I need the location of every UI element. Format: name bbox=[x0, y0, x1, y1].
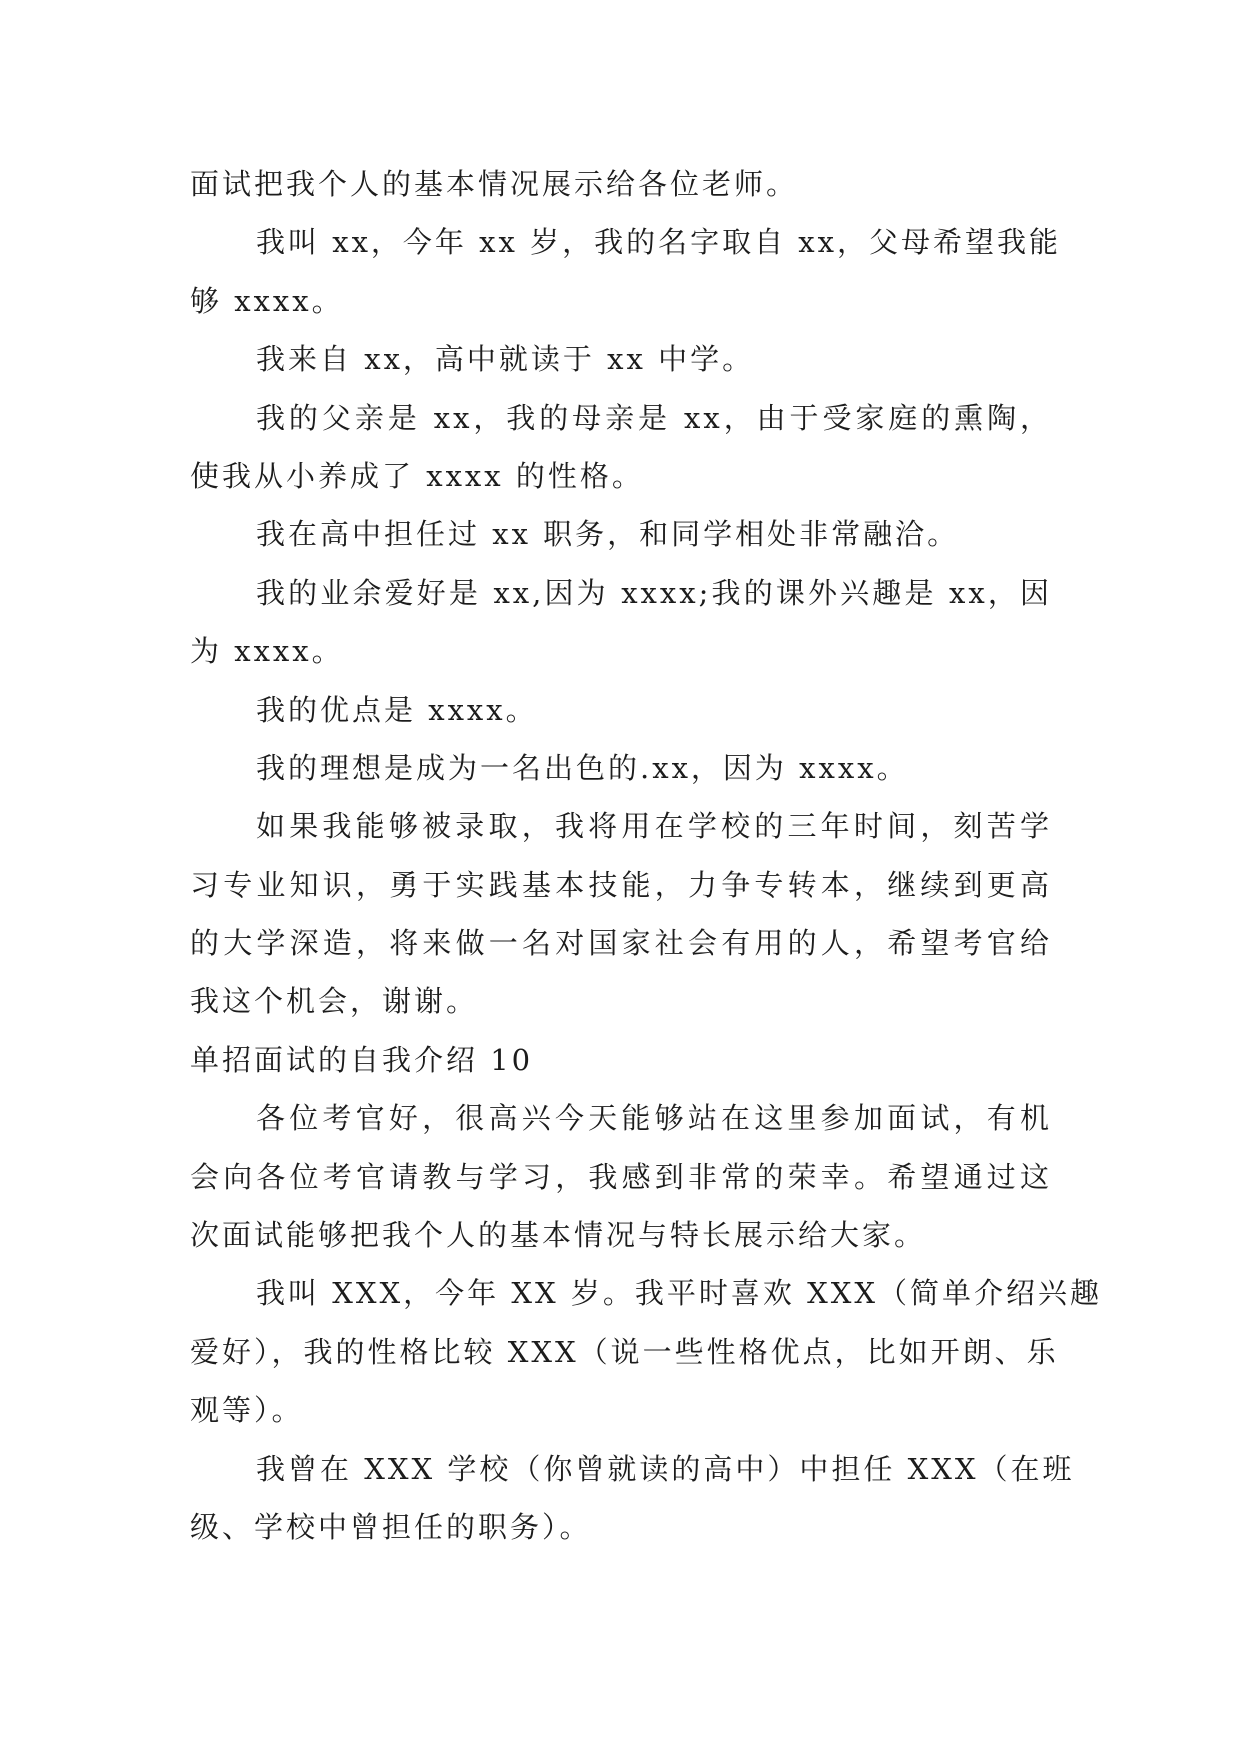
text-line: 我曾在 XXX 学校（你曾就读的高中）中担任 XXX（在班 bbox=[256, 1451, 1075, 1486]
paragraph bbox=[190, 505, 1052, 563]
text-line: 级、学校中曾担任的职务）。 bbox=[190, 1509, 592, 1544]
paragraph bbox=[190, 330, 1052, 388]
paragraph bbox=[190, 1264, 1103, 1439]
text-line: 为 xxxx。 bbox=[190, 634, 344, 669]
text-line: 会向各位考官请教与学习，我感到非常的荣幸。希望通过这 bbox=[190, 1159, 1052, 1194]
paragraph bbox=[190, 389, 1052, 506]
paragraph bbox=[190, 1440, 1075, 1557]
paragraph bbox=[190, 564, 1052, 681]
text-line: 爱好），我的性格比较 XXX（说一些性格优点，比如开朗、乐 bbox=[190, 1334, 1059, 1369]
section-heading bbox=[190, 1031, 1052, 1089]
text-line: 我来自 xx，高中就读于 xx 中学。 bbox=[256, 342, 755, 377]
text-line: 够 xxxx。 bbox=[190, 283, 344, 318]
text-line: 我的业余爱好是 xx,因为 xxxx;我的课外兴趣是 xx，因 bbox=[256, 575, 1052, 610]
paragraph bbox=[190, 155, 1052, 213]
text-line: 习专业知识，勇于实践基本技能，力争专转本，继续到更高 bbox=[190, 867, 1052, 902]
paragraph bbox=[190, 681, 1052, 739]
text-line: 的大学深造，将来做一名对国家社会有用的人，希望考官给 bbox=[190, 926, 1052, 961]
text-line: 我的优点是 xxxx。 bbox=[256, 692, 538, 727]
text-line: 我的父亲是 xx，我的母亲是 xx，由于受家庭的熏陶， bbox=[256, 400, 1052, 435]
text-line: 面试把我个人的基本情况展示给各位老师。 bbox=[190, 167, 799, 201]
text-line: 我在高中担任过 xx 职务，和同学相处非常融洽。 bbox=[256, 517, 960, 552]
text-line: 观等）。 bbox=[190, 1393, 304, 1428]
text-line: 如果我能够被录取，我将用在学校的三年时间，刻苦学 bbox=[256, 809, 1052, 844]
text-line: 次面试能够把我个人的基本情况与特长展示给大家。 bbox=[190, 1218, 927, 1253]
text-line: 我的理想是成为一名出色的.xx，因为 xxxx。 bbox=[256, 750, 909, 785]
paragraph bbox=[190, 797, 1052, 1031]
text-line: 我这个机会，谢谢。 bbox=[190, 984, 479, 1019]
text-line: 使我从小养成了 xxxx 的性格。 bbox=[190, 458, 644, 493]
text-line: 单招面试的自我介绍 10 bbox=[190, 1042, 534, 1077]
paragraph bbox=[190, 739, 1052, 797]
text-line: 我叫 XXX，今年 XX 岁。我平时喜欢 XXX（简单介绍兴趣 bbox=[256, 1276, 1103, 1311]
paragraph bbox=[190, 213, 1062, 330]
text-line: 我叫 xx，今年 xx 岁，我的名字取自 xx，父母希望我能 bbox=[256, 225, 1062, 260]
text-line: 各位考官好，很高兴今天能够站在这里参加面试，有机 bbox=[256, 1101, 1052, 1136]
paragraph bbox=[190, 1089, 1052, 1264]
document-body bbox=[190, 155, 1103, 1556]
